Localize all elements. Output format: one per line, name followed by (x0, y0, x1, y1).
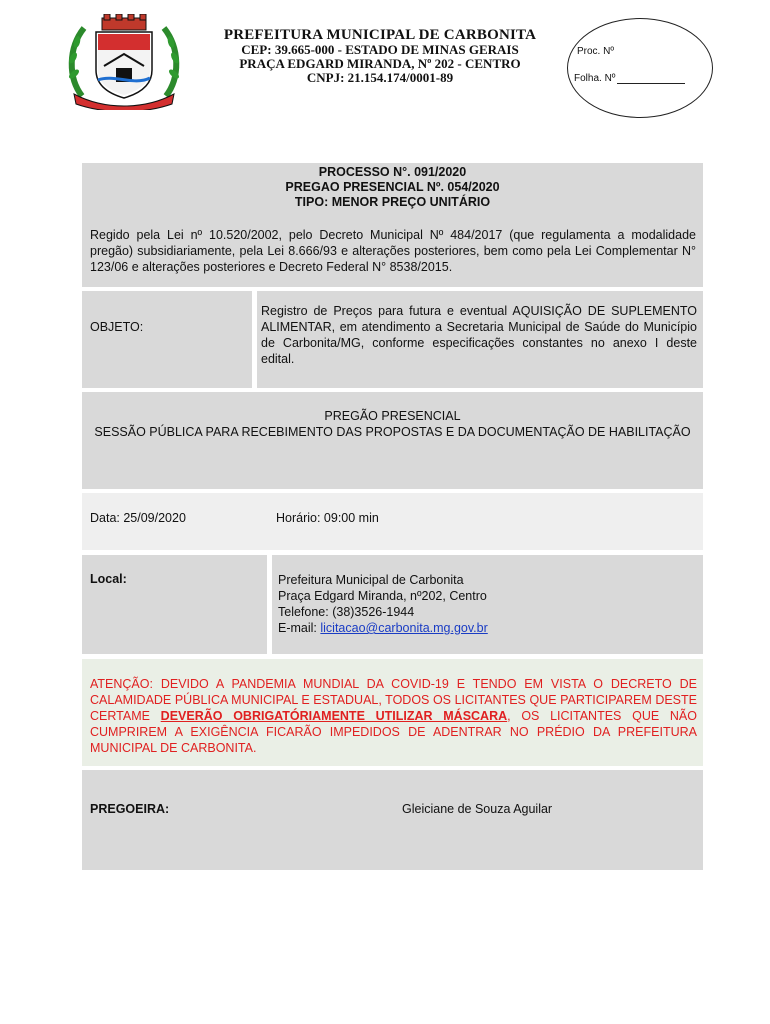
process-intro: Regido pela Lei nº 10.520/2002, pelo Decreto Municipal Nº 484/2017 (que regulamenta a modalidade pregão) subsidiariamente, pela Lei 8.666/93 e alterações posteriores, bem como pela Lei Complementar N° 123/06 e alterações posteriores e Decreto Federal N° 8538/2015. (90, 228, 696, 274)
local-address (278, 572, 488, 636)
time-cell (268, 493, 703, 550)
session-time: Horário: 09:00 min (276, 511, 379, 525)
sessao-block (82, 392, 703, 489)
local-label: Local: (90, 572, 127, 586)
header-line-2: CEP: 39.665-000 - ESTADO DE MINAS GERAIS (241, 42, 519, 57)
folha-label: Folha. Nº (574, 73, 616, 84)
protocol-stamp (567, 18, 713, 118)
process-block (82, 163, 703, 287)
local-email-line (278, 620, 488, 636)
local-street: Praça Edgard Miranda, nº202, Centro (278, 589, 487, 603)
proc-label: Proc. Nº (577, 46, 614, 57)
header-line-4: CNPJ: 21.154.174/0001-89 (306, 70, 454, 85)
pregao-number: PREGAO PRESENCIAL Nº. 054/2020 (285, 180, 500, 194)
session-date: Data: 25/09/2020 (90, 511, 186, 525)
pregoeira-label: PREGOEIRA: (90, 802, 170, 816)
process-titles (82, 163, 703, 210)
attention-text (90, 676, 697, 756)
municipal-crest-icon (64, 14, 184, 110)
local-label-cell (82, 555, 267, 654)
email-link[interactable]: licitacao@carbonita.mg.gov.br (320, 621, 488, 635)
local-name: Prefeitura Municipal de Carbonita (278, 573, 464, 587)
attention-part-2: , OS LICITANTES QUE NÃO CUMPRIREM A EXIGÊNCIA FICARÃO IMPEDIDOS DE ADENTRAR NO PRÉDIO DA PREFEITURA MUNICIPAL DE CARBONITA. (90, 709, 697, 755)
objeto-label: OBJETO: (90, 320, 144, 334)
attention-emphasis: DEVERÃO OBRIGATÓRIAMENTE UTILIZAR MÁSCARA (160, 709, 508, 723)
letterhead-text (190, 27, 570, 85)
local-address-cell (272, 555, 703, 654)
pregoeira-cell (82, 770, 703, 870)
pregoeira-name: Gleiciane de Souza Aguilar (402, 802, 553, 816)
schedule-row (82, 493, 703, 550)
local-phone: Telefone: (38)3526-1944 (278, 605, 415, 619)
folha-field (574, 73, 685, 84)
header-line-3: PRAÇA EDGARD MIRANDA, Nº 202 - CENTRO (239, 56, 521, 71)
process-type: TIPO: MENOR PREÇO UNITÁRIO (294, 195, 491, 209)
email-label: E-mail: (278, 621, 321, 635)
attention-part-1: ATENÇÃO: DEVIDO A PANDEMIA MUNDIAL DA COVID-19 E TENDO EM VISTA O DECRETO DE CALAMIDADE PÚBLICA MUNICIPAL E ESTADUAL, TODOS OS LICITANTES QUE PARTICIPAREM DESTE CERTAME (90, 677, 697, 723)
objeto-text-cell (257, 291, 703, 388)
local-row (82, 555, 703, 654)
objeto-row (82, 291, 703, 388)
sessao-title: PREGÃO PRESENCIAL (324, 409, 461, 423)
folha-line (617, 83, 685, 84)
attention-notice (82, 659, 703, 766)
header-line-1: PREFEITURA MUNICIPAL DE CARBONITA (223, 27, 537, 43)
sessao-subtitle: SESSÃO PÚBLICA PARA RECEBIMENTO DAS PROPOSTAS E DA DOCUMENTAÇÃO DE HABILITAÇÃO (94, 425, 691, 439)
date-cell (82, 493, 268, 550)
pregoeira-row (82, 770, 703, 870)
process-number: PROCESSO N°. 091/2020 (318, 165, 467, 179)
letterhead (0, 0, 770, 130)
objeto-label-cell (82, 291, 252, 388)
objeto-text: Registro de Preços para futura e eventual AQUISIÇÃO DE SUPLEMENTO ALIMENTAR, em atendimento a Secretaria Municipal de Saúde do Município de Carbonita/MG, conforme especificações constantes no anexo I deste edital. (261, 304, 697, 366)
